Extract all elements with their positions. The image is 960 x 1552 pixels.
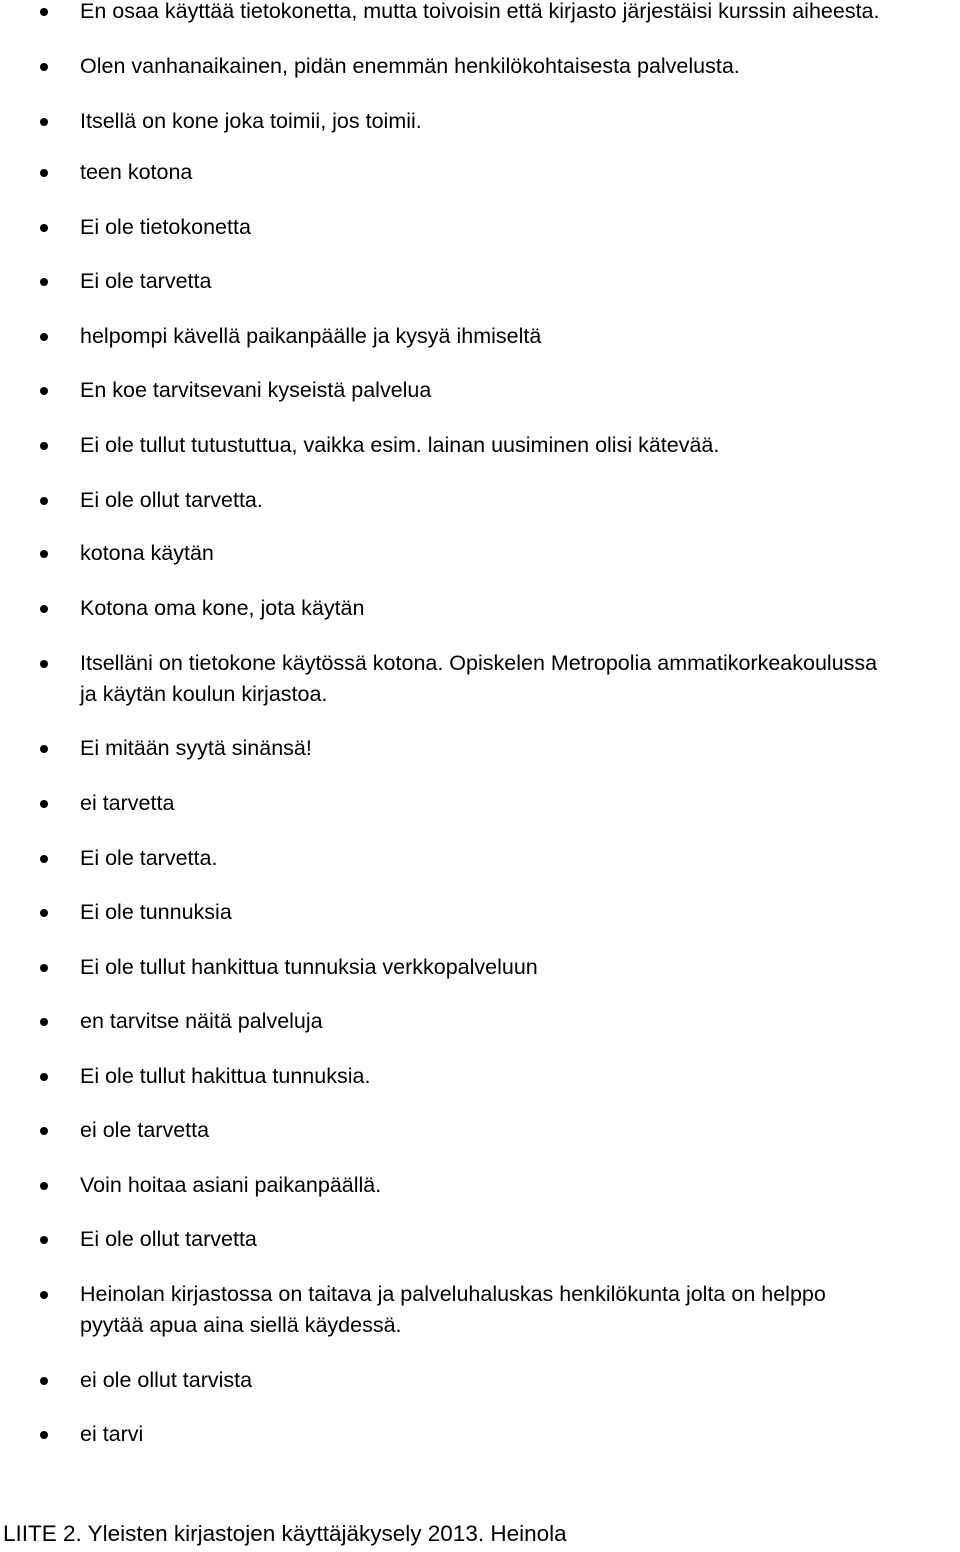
list-item-text: Ei ole tarvetta. (80, 846, 218, 870)
list-item-text: Ei ole tunnuksia (80, 900, 232, 924)
bullet-icon (40, 550, 48, 558)
list-item-text: ei tarvetta (80, 791, 175, 815)
page-footer: LIITE 2. Yleisten kirjastojen käyttäjäkysely 2013. Heinola (3, 1521, 567, 1546)
bullet-icon (40, 1127, 48, 1135)
list-item-text: teen kotona (80, 160, 193, 184)
list-item-text: ei ole ollut tarvista (80, 1368, 253, 1392)
bullet-icon (40, 1291, 48, 1299)
list-item-text: en tarvitse näitä palveluja (80, 1009, 323, 1033)
bullet-icon (40, 1073, 48, 1081)
bullet-icon (40, 63, 48, 71)
bullet-icon (40, 1018, 48, 1026)
list-item-text: Olen vanhanaikainen, pidän enemmän henkilökohtaisesta palvelusta. (80, 54, 740, 78)
list-item-text: Ei ole tietokonetta (80, 215, 251, 239)
list-item-text: ei ole tarvetta (80, 1118, 210, 1142)
bullet-icon (40, 387, 48, 395)
list-item-text: En osaa käyttää tietokonetta, mutta toivoisin että kirjasto järjestäisi kurssin aiheesta. (80, 0, 880, 23)
bullet-icon (40, 909, 48, 917)
list-item-text: Voin hoitaa asiani paikanpäällä. (80, 1173, 382, 1197)
bullet-icon (40, 497, 48, 505)
list-item-text: kotona käytän (80, 541, 214, 565)
list-item-text: Ei ole ollut tarvetta. (80, 488, 263, 512)
bullet-icon (40, 1236, 48, 1244)
list-item-text: Ei mitään syytä sinänsä! (80, 736, 312, 760)
list-item-text: Itsellä on kone joka toimii, jos toimii. (80, 109, 422, 133)
bullet-icon (40, 1431, 48, 1439)
bullet-icon (40, 605, 48, 613)
bullet-icon (40, 224, 48, 232)
list-item-text: helpompi kävellä paikanpäälle ja kysyä ihmiseltä (80, 324, 542, 348)
list-item-text: Kotona oma kone, jota käytän (80, 596, 365, 620)
list-item-text: Heinolan kirjastossa on taitava ja palveluhaluskas henkilökunta jolta on helppo pyytää apua aina siellä käydessä. (80, 1282, 826, 1337)
bullet-icon (40, 118, 48, 126)
list-item-text: Ei ole tullut tutustuttua, vaikka esim. lainan uusiminen olisi kätevää. (80, 433, 720, 457)
bullet-icon (40, 964, 48, 972)
bullet-icon (40, 442, 48, 450)
list-item-text: ei tarvi (80, 1422, 144, 1446)
list-item-text: Ei ole ollut tarvetta (80, 1227, 257, 1251)
list-item-text: Ei ole tarvetta (80, 269, 212, 293)
bullet-icon (40, 745, 48, 753)
list-item-text: Ei ole tullut hankittua tunnuksia verkkopalveluun (80, 955, 538, 979)
bullet-icon (40, 1182, 48, 1190)
bullet-icon (40, 169, 48, 177)
list-item-text: En koe tarvitsevani kyseistä palvelua (80, 378, 432, 402)
bullet-icon (40, 660, 48, 668)
list-item-text: Ei ole tullut hakittua tunnuksia. (80, 1064, 371, 1088)
bullet-icon (40, 800, 48, 808)
bullet-icon (40, 333, 48, 341)
bullet-icon (40, 8, 48, 16)
bullet-icon (40, 278, 48, 286)
list-item-text: Itselläni on tietokone käytössä kotona. Opiskelen Metropolia ammatikorkeakoulussa ja käytän koulun kirjastoa. (80, 651, 878, 706)
bullet-icon (40, 1377, 48, 1385)
bullet-icon (40, 855, 48, 863)
